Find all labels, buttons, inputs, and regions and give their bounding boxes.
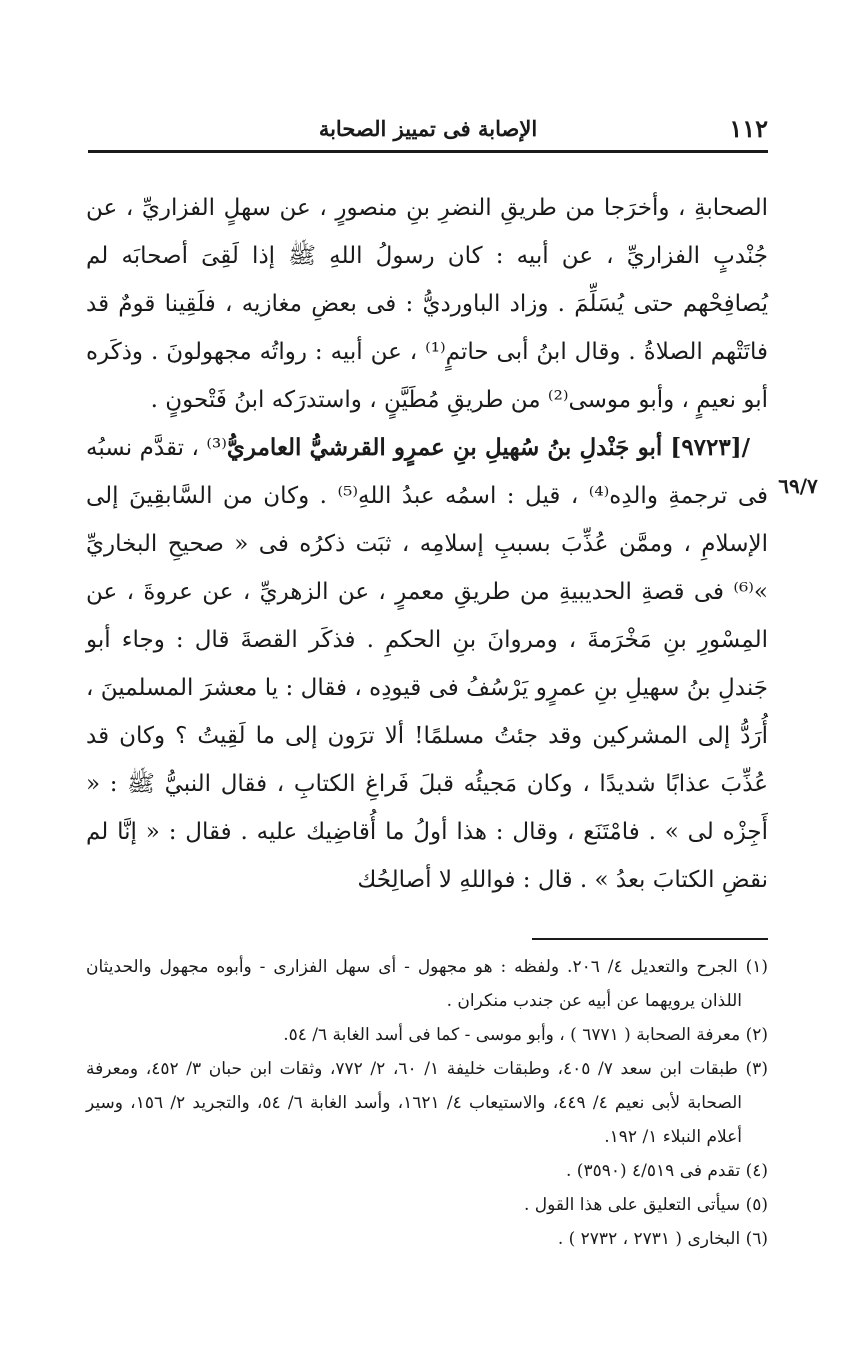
footnote-2: (٢) معرفة الصحابة ( ٦٧٧١ ) ، وأبو موسى - كما فى أسد الغابة ٦/ ٥٤. — [283, 1025, 768, 1045]
footnote-4: (٤) تقدم فى ٤/٥١٩ (٣٥٩٠) . — [566, 1161, 768, 1181]
paragraph-1: الصحابةِ ، وأخرَجا من طريقِ النضرِ بنِ منصورٍ ، عن سهلٍ الفزاريِّ ، عن جُنْدبٍ الفزاريِّ ، عن أبيه : كان رسولُ اللهِ ﷺ إذا لَقِىَ أصحابَه لم يُصافِحْهم حتى يُسَلِّمَ . وزاد الباورديُّ : فى بعضِ مغازيه ، فلَقِينا قومٌ قد فاتَتْهم الصلاةُ . وقال ابنُ أبى حاتمٍ⁽¹⁾ ، عن أبيه : رواتُه مجهولونَ . وذكَره أبو نعيمٍ ، وأبو موسى⁽²⁾ من طريقِ مُطَيَّنٍ ، واستدرَكه ابنُ فَتْحونٍ . — [86, 195, 768, 413]
footnote-5: (٥) سيأتى التعليق على هذا القول . — [523, 1195, 768, 1215]
paragraph-2 — [86, 424, 768, 904]
margin-reference: ٦٩/٧ — [778, 474, 818, 498]
footnote-rule — [532, 938, 768, 940]
running-title: الإصابة فى تمييز الصحابة — [318, 116, 538, 141]
entry-name: أبو جَنْدلِ بنُ سُهيلِ بنِ عمرٍو القرشيُّ العامريُّ — [226, 434, 663, 461]
footnote-6: (٦) البخارى ( ٢٧٣١ ، ٢٧٣٢ ) . — [557, 1229, 768, 1249]
page-header — [88, 110, 768, 146]
page-number: ١١٢ — [729, 114, 768, 143]
entry-number: /[٩٧٢٣] — [662, 434, 751, 461]
footnote-1: (١) الجرح والتعديل ٤/ ٢٠٦. ولفظه : هو مجهول - أى سهل الفزارى - وأبوه مجهول والحديثان اللذان يرويهما عن أبيه عن جندب منكران . — [86, 957, 768, 1011]
entry-text: ⁽³⁾ ، تقدَّم نسبُه فى ترجمةِ والدِه⁽⁴⁾ ، قيل : اسمُه عبدُ اللهِ⁽⁵⁾ . وكان من السَّابقِينَ إلى الإسلامِ ، وممَّن عُذِّبَ بسببِ إسلامِه ، ثبَت ذكرُه فى « صحيحِ البخاريِّ »⁽⁶⁾ فى قصةِ الحديبيةِ من طريقِ معمرٍ ، عن الزهريِّ ، عن عروةَ ، عن المِسْورِ بنِ مَخْرَمةَ ، ومروانَ بنِ الحكمِ . فذكَر القصةَ قال : وجاء أبو جَندلِ بنُ سهيلِ بنِ عمرٍو يَرْسُفُ فى قيودِه ، فقال : يا معشرَ المسلمينَ ، أُرَدُّ إلى المشركين وقد جئتُ مسلمًا! ألا ترَون إلى ما لَقِيتُ ؟ وكان قد عُذِّبَ عذابًا شديدًا ، وكان مَجيئُه قبلَ فَراغِ الكتابِ ، فقال النبيُّ ﷺ : « أَجِزْه لى » . فامْتَنَع ، وقال : هذا أولُ ما أُقاضِيك عليه . فقال : « إنَّا لم نقضِ الكتابَ بعدُ » . قال : فواللهِ لا أصالِحُك — [86, 435, 768, 893]
main-text — [86, 184, 768, 904]
header-rule — [88, 150, 768, 153]
footnote-3: (٣) طبقات ابن سعد ٧/ ٤٠٥، وطبقات خليفة ١/ ٦٠، ٢/ ٧٧٢، وثقات ابن حبان ٣/ ٤٥٢، ومعرفة الصحابة لأبى نعيم ٤/ ٤٤٩، والاستيعاب ٤/ ١٦٢١، وأسد الغابة ٦/ ٥٤، والتجريد ٢/ ١٥٦، وسير أعلام النبلاء ١/ ١٩٢. — [86, 1059, 768, 1147]
footnotes — [86, 950, 768, 1256]
